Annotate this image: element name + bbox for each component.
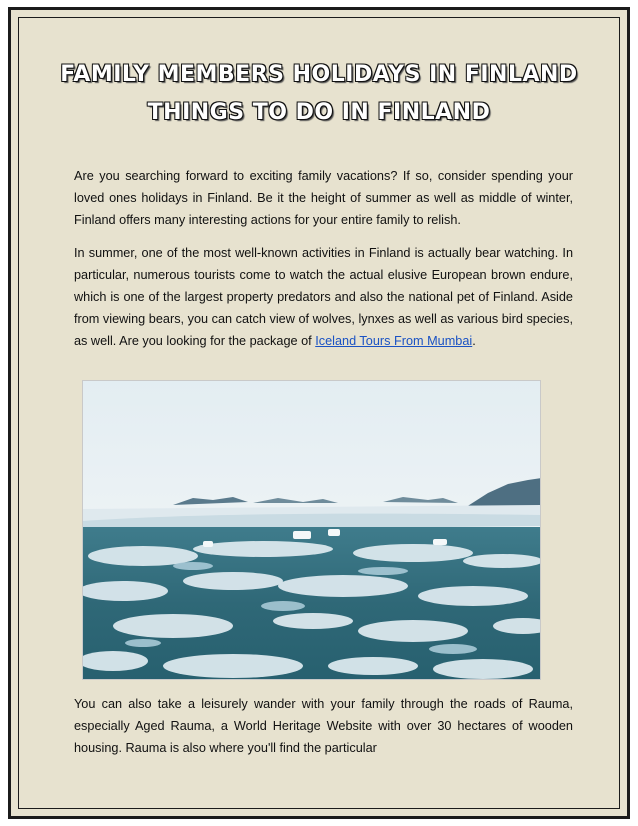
page-frame (8, 7, 630, 819)
paragraph-intro: Are you searching forward to exciting family vacations? If so, consider spending your loved ones holidays in Finland. Be it the height of summer as well as middle of winter, Finland offers many interesting actions for your entire family to relish. (74, 169, 573, 227)
iceland-tours-link[interactable]: Iceland Tours From Mumbai (315, 334, 473, 348)
paragraph-summer (74, 242, 573, 352)
page-subtitle: THINGS TO DO IN FINLAND (147, 100, 491, 125)
glacier-lagoon-photo (82, 380, 541, 680)
paragraph-rauma: You can also take a leisurely wander with your family through the roads of Rauma, especially Aged Rauma, a World Heritage Website with over 30 hectares of wooden housing. Rauma is also where you'll find the particular (74, 697, 573, 755)
paragraph-summer-end: . (472, 334, 476, 348)
glacier-lagoon-image (83, 381, 541, 680)
page-title: FAMILY MEMBERS HOLIDAYS IN FINLAND (60, 62, 578, 87)
paragraph-summer-text: In summer, one of the most well-known activities in Finland is actually bear watching. In particular, numerous tourists come to watch the actual elusive European brown endure, which is one of the largest property predators and also the national pet of Finland. Aside from viewing bears, you can catch view of wolves, lynxes as well as various bird species, as well. Are you looking for the package of (74, 246, 573, 348)
